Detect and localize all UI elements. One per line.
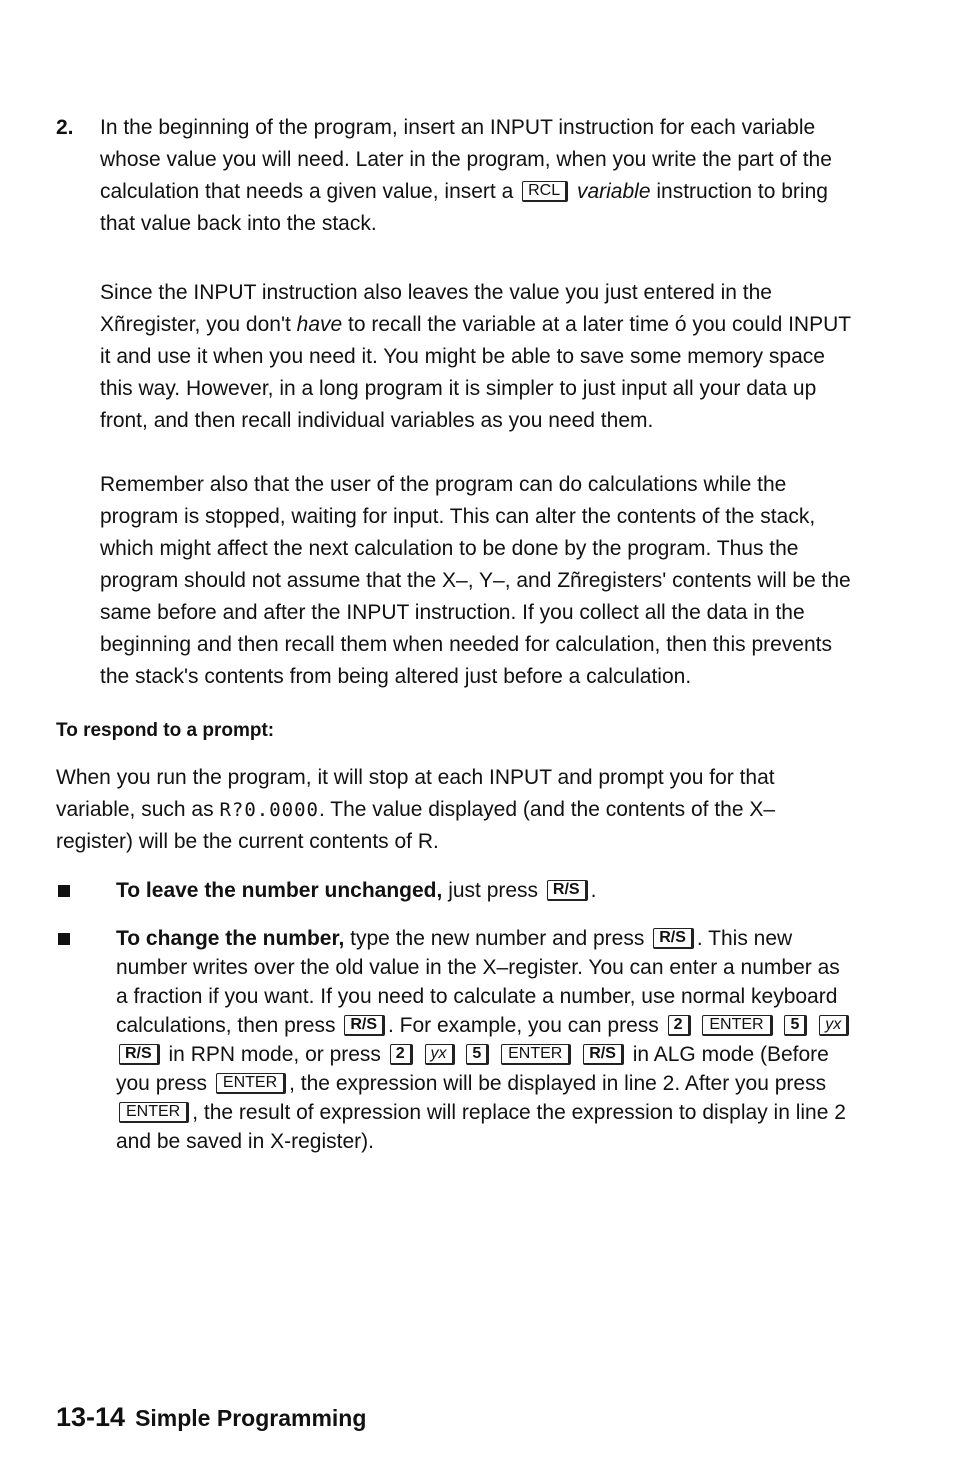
bullet-item-change: To change the number, type the new number and press R/S . This new number writes over the old value in the X–register. You can enter a number as a fraction if you want. If you need to calculate a number, use normal keyboard calculations, then press R/S . For example, you can press 2 ENTER 5 yx R/S in RPN mode, or press 2 yx 5 ENTER R/S in ALG mode (Before you press ENTER , the expression will be displayed in line 2. After you press ENTER , the result of expression will replace the expression to display in line 2 and be saved in X-register). bbox=[116, 924, 856, 1156]
step-number: 2. bbox=[56, 116, 74, 139]
digit-2-key-icon: 2 bbox=[668, 1015, 691, 1036]
enter-key-icon: ENTER bbox=[501, 1044, 571, 1065]
step-paragraph-2: Since the INPUT instruction also leaves the value you just entered in the Xñregister, you don't have to recall the variable at a later time ó you could INPUT it and use it when you need it. You might be able to save some memory space this way. However, in a long program it is simpler to just input all your data up front, and then recall individual variables as you need them. bbox=[100, 281, 851, 432]
enter-key-icon: ENTER bbox=[216, 1073, 286, 1094]
digit-5-key-icon: 5 bbox=[784, 1015, 807, 1036]
rcl-key-icon: RCL bbox=[522, 181, 568, 202]
page-footer bbox=[56, 1402, 366, 1433]
power-key-icon: yx bbox=[425, 1044, 455, 1065]
rs-key-icon: R/S bbox=[547, 880, 588, 901]
lcd-display-text: R?0.0000 bbox=[219, 799, 319, 821]
power-key-icon: yx bbox=[819, 1015, 849, 1036]
respond-paragraph: When you run the program, it will stop at each INPUT and prompt you for that variable, such as R?0.0000. The value displayed (and the contents of the X–register) will be the current contents of R. bbox=[56, 766, 776, 853]
rs-key-icon: R/S bbox=[653, 928, 694, 949]
digit-2-key-icon: 2 bbox=[390, 1044, 413, 1065]
enter-key-icon: ENTER bbox=[702, 1015, 772, 1036]
section-heading: To respond to a prompt: bbox=[56, 720, 275, 741]
step-paragraph-1: In the beginning of the program, insert an INPUT instruction for each variable whose value you will need. Later in the program, when you write the part of the calculation that needs a given value, insert a RCL variable instruction to bring that value back into the stack. bbox=[100, 116, 832, 235]
bullet-item-leave: To leave the number unchanged, just press R/S . bbox=[116, 879, 597, 902]
enter-key-icon: ENTER bbox=[119, 1102, 189, 1123]
rs-key-icon: R/S bbox=[583, 1044, 624, 1065]
step-paragraph-3: Remember also that the user of the program can do calculations while the program is stopped, waiting for input. This can alter the contents of the stack, which might affect the next calculation to be done by the program. Thus the program should not assume that the X–, Y–, and Zñregisters' contents will be the same before and after the INPUT instruction. If you collect all the data in the beginning and then recall them when needed for calculation, then this prevents the stack's contents from being altered just before a calculation. bbox=[100, 473, 851, 688]
bullet-square-icon bbox=[58, 933, 70, 945]
chapter-title: Simple Programming bbox=[135, 1405, 367, 1431]
bullet-square-icon bbox=[58, 885, 70, 897]
page-number: 13-14 bbox=[56, 1402, 126, 1432]
rs-key-icon: R/S bbox=[344, 1015, 385, 1036]
digit-5-key-icon: 5 bbox=[466, 1044, 489, 1065]
rs-key-icon: R/S bbox=[119, 1044, 160, 1065]
